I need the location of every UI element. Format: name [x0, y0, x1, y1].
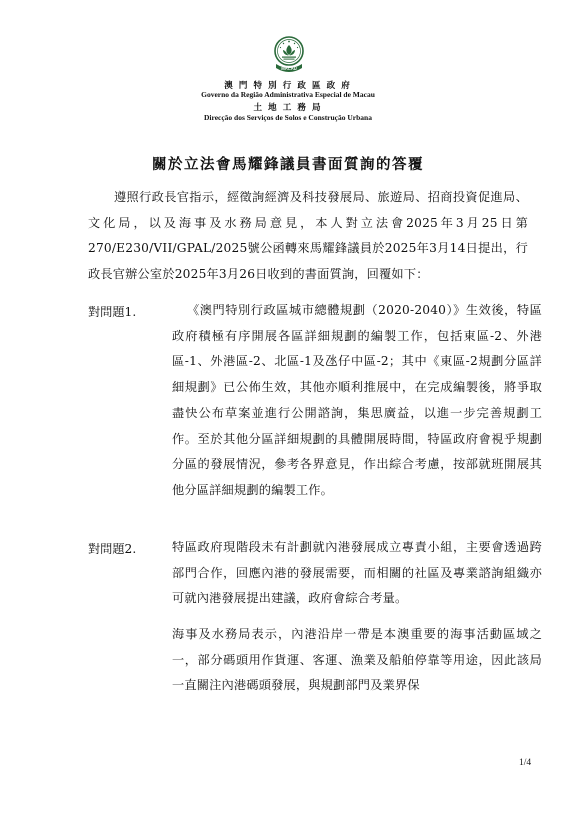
emblem-text: MACAU	[281, 66, 297, 72]
government-name-chinese: 澳 門 特 別 行 政 區 政 府	[224, 80, 352, 90]
bureau-name-portuguese: Direcção dos Serviços de Solos e Construção Urbana	[204, 113, 372, 122]
intro-paragraph: 遵照行政長官指示，經徵詢經濟及科技發展局、旅遊局、招商投資促進局、文化局，以及海事及水務局意見，本人對立法會2025年3月25日第270/E230/VII/GPAL/2025號公函轉來馬耀鋒議員於2025年3月14日提出，行政長官辦公室於2025年3月26日收到的書面質詢，回覆如下：	[88, 190, 528, 282]
question-1-answer: 《澳門特別行政區城市總體規劃（2020-2040）》生效後，特區政府積極有序開展各區詳細規劃的編製工作，包括東區-2、外港區-1、外港區-2、北區-1及氹仔中區-2；其中《東區-2規劃分區詳細規劃》已公佈生效，其他亦順利推展中，在完成編製後，將爭取盡快公布草案並進行公開諮詢，集思廣益，以進一步完善規劃工作。至於其他分區詳細規劃的具體開展時間，特區政府會視乎規劃分區的發展情況，參考各界意見，作出綜合考慮，按部就班開展其他分區詳細規劃的編製工作。	[172, 303, 542, 497]
government-name-portuguese: Governo da Região Administrativa Especial de Macau	[201, 90, 375, 99]
question-2-label: 對問題2.	[88, 542, 137, 556]
macau-emblem-icon	[269, 34, 309, 76]
question-1-label: 對問題1.	[88, 305, 137, 319]
document-title: 關於立法會馬耀鋒議員書面質詢的答覆	[152, 156, 424, 173]
page-number: 1/4	[519, 758, 532, 768]
question-2-answer-continued: 海事及水務局表示，內港沿岸一帶是本澳重要的海事活動區域之一，部分碼頭用作貨運、客運、漁業及船舶停靠等用途，因此該局一直關注內港碼頭發展，與規劃部門及業界保	[172, 627, 542, 693]
bureau-name-chinese: 土 地 工 務 局	[253, 102, 323, 112]
question-2-answer: 特區政府現階段未有計劃就內港發展成立專責小組，主要會透過跨部門合作，回應內港的發展需要，而相關的社區及專業諮詢組織亦可就內港發展提出建議，政府會綜合考量。	[172, 540, 542, 606]
